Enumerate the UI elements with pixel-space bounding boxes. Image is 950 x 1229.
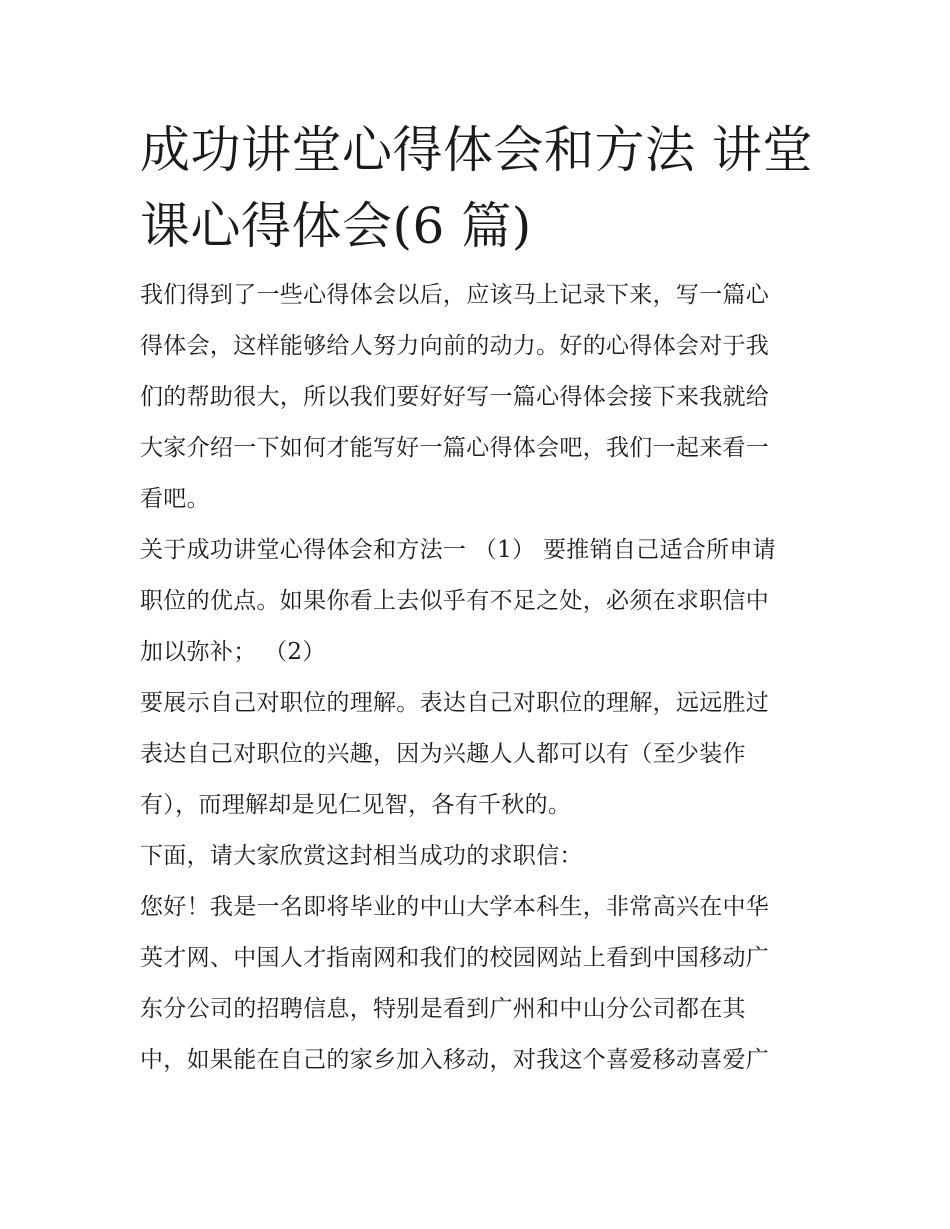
paragraph-intro: [140, 270, 815, 525]
paragraph-method-one: [140, 525, 815, 678]
text-line: 我们得到了一些心得体会以后，应该马上记录下来，写一篇心: [140, 282, 770, 308]
text-line: 们的帮助很大，所以我们要好好写一篇心得体会接下来我就给: [140, 384, 770, 410]
paragraph-letter-intro: [140, 831, 815, 882]
text-line: 英才网、中国人才指南网和我们的校园网站上看到中国移动广: [140, 945, 770, 971]
text-line: 加以弥补； （2）: [140, 639, 326, 665]
text-line: 大家介绍一下如何才能写好一篇心得体会吧，我们一起来看一: [140, 435, 770, 461]
document-title: [140, 112, 815, 264]
text-line: 您好！我是一名即将毕业的中山大学本科生，非常高兴在中华: [140, 894, 770, 920]
text-line: 职位的优点。如果你看上去似乎有不足之处，必须在求职信中: [140, 588, 770, 614]
text-line: 下面，请大家欣赏这封相当成功的求职信：: [140, 843, 583, 869]
text-line: 表达自己对职位的兴趣，因为兴趣人人都可以有（至少装作: [140, 741, 746, 767]
text-line: 东分公司的招聘信息，特别是看到广州和中山分公司都在其: [140, 996, 746, 1022]
document-page: [140, 112, 815, 1086]
text-line: 关于成功讲堂心得体会和方法一 （1） 要推销自己适合所申请: [140, 537, 776, 563]
text-line: 要展示自己对职位的理解。表达自己对职位的理解，远远胜过: [140, 690, 770, 716]
paragraph-letter-body: [140, 882, 815, 1086]
title-line: 成功讲堂心得体会和方法 讲堂: [140, 121, 813, 179]
paragraph-understanding: [140, 678, 815, 831]
text-line: 有），而理解却是见仁见智，各有千秋的。: [140, 792, 572, 818]
text-line: 看吧。: [140, 486, 210, 512]
text-line: 得体会，这样能够给人努力向前的动力。好的心得体会对于我: [140, 333, 770, 359]
title-line: 课心得体会(6 篇): [140, 197, 532, 255]
text-line: 中，如果能在自己的家乡加入移动，对我这个喜爱移动喜爱广: [140, 1047, 770, 1073]
